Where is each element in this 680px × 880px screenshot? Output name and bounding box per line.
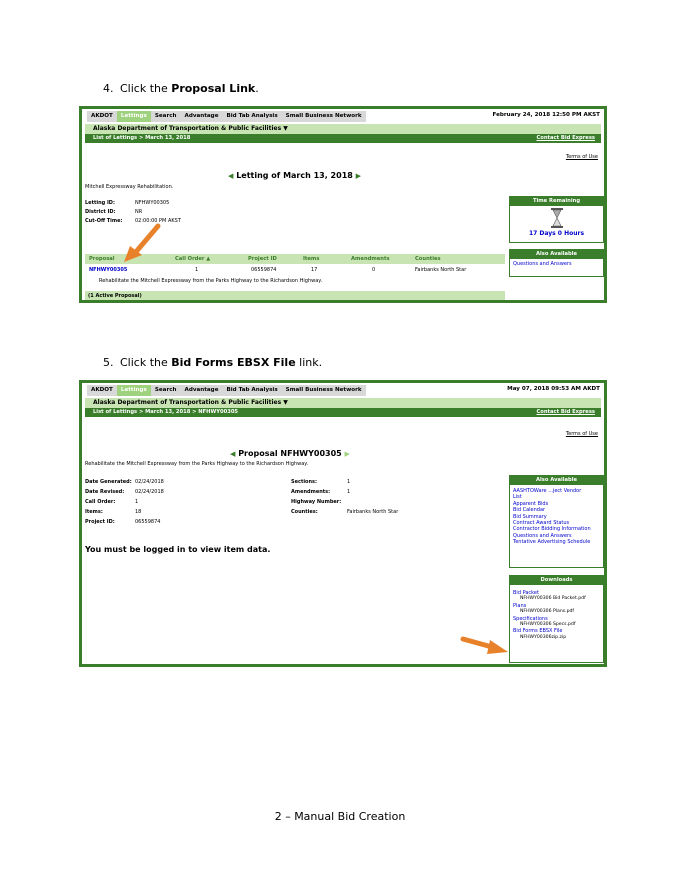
page-footer: 2 – Manual Bid Creation xyxy=(274,810,406,823)
tentative-advertising-schedule-link[interactable]: Tentative Advertising Schedule xyxy=(513,539,591,546)
login-required-notice: You must be logged in to view item data. xyxy=(85,545,271,554)
also-available-box: Also Available AASHTOWare ...ject Vendor List Apparent Bids Bid Calendar Bid Summary Contract Award Status Contractor Bidding Information Questions and Answers Tentative Advertising Schedule xyxy=(509,475,604,568)
tab-search[interactable]: Search xyxy=(154,113,177,119)
bid-forms-ebsx-filename: NFHWY00306zip.zip xyxy=(520,634,567,640)
bid-forms-ebsx-file-link[interactable]: Bid Forms EBSX File xyxy=(513,628,563,635)
bid-packet-link[interactable]: Bid Packet xyxy=(513,590,539,596)
tab-bid-tab-analysis[interactable]: Bid Tab Analysis xyxy=(226,113,278,119)
hourglass-icon xyxy=(550,208,564,228)
step-5-instruction: 5. Click the Bid Forms EBSX File link. xyxy=(103,356,323,369)
letting-description: Mitchell Expressway Rehabilitation. xyxy=(85,184,174,190)
page-title: ◀ Proposal NFHWY00305 ▶ xyxy=(230,449,350,458)
proposal-description: Rehabilitate the Mitchell Expressway from the Parks Highway to the Richardson Highway. xyxy=(85,461,309,467)
tab-lettings[interactable]: Lettings xyxy=(117,385,151,396)
callout-arrow-icon xyxy=(122,222,162,264)
proposal-screenshot xyxy=(79,380,607,667)
top-nav-bar xyxy=(82,109,604,124)
tab-advantage[interactable]: Advantage xyxy=(184,387,219,393)
tab-small-business-network[interactable]: Small Business Network xyxy=(285,113,362,119)
tab-akdot[interactable]: AKDOT xyxy=(91,387,113,393)
apparent-bids-link[interactable]: Apparent Bids xyxy=(513,500,549,507)
col-counties[interactable]: Counties xyxy=(415,256,441,262)
bid-summary-link[interactable]: Bid Summary xyxy=(513,513,547,520)
time-remaining-value: 17 Days 0 Hours xyxy=(528,230,585,237)
contact-bid-express-link[interactable]: Contact Bid Express xyxy=(536,135,595,141)
table-row: NFHWY00305 1 06559874 17 0 Fairbanks North Star xyxy=(89,267,467,273)
contact-bid-express-link[interactable]: Contact Bid Express xyxy=(536,409,595,415)
plans-filename: NFHWY00306 Plans.pdf xyxy=(520,609,575,615)
tab-small-business-network[interactable]: Small Business Network xyxy=(285,387,362,393)
time-remaining-box: Time Remaining 17 Days 0 Hours xyxy=(509,196,604,243)
breadcrumb xyxy=(85,134,601,143)
downloads-box: Downloads Bid Packet NFHWY00306 Bid Packet.pdf Plans NFHWY00306 Plans.pdf Specifications NFHWY00306 Specs.pdf Bid Forms EBSX File NFHWY00306zip.zip xyxy=(509,575,604,663)
aashtoware-vendor-list-link[interactable]: AASHTOWare ...ject Vendor xyxy=(513,488,582,494)
page-title: ◀ Letting of March 13, 2018 ▶ xyxy=(228,171,362,180)
proposal-link[interactable]: NFHWY00305 xyxy=(89,267,128,273)
next-arrow-icon[interactable]: ▶ xyxy=(344,450,350,458)
col-proposal[interactable]: Proposal xyxy=(89,256,115,262)
col-project-id[interactable]: Project ID xyxy=(248,256,277,262)
col-amendments[interactable]: Amendments xyxy=(351,256,390,262)
prev-arrow-icon[interactable]: ◀ xyxy=(230,450,236,458)
nav-tabs xyxy=(87,111,366,122)
proposal-meta-left: Date Generated: 02/24/2018 Date Revised: 02/24/2018 Call Order: 1 Items: 18 Project ID: 06559874 xyxy=(85,479,164,525)
questions-and-answers-link[interactable]: Questions and Answers xyxy=(513,261,572,267)
tab-lettings[interactable]: Lettings xyxy=(117,111,151,122)
proposal-description: Rehabilitate the Mitchell Expressway from the Parks Highway to the Richardson Highway. xyxy=(99,278,323,284)
col-items[interactable]: Items xyxy=(303,256,320,262)
step-4-instruction: 4. Click the Proposal Link. xyxy=(103,82,259,95)
proposal-meta-right: Sections: 1 Amendments: 1 Highway Number: Counties: Fairbanks North Star xyxy=(291,479,399,515)
questions-and-answers-link[interactable]: Questions and Answers xyxy=(513,532,572,539)
tab-bid-tab-analysis[interactable]: Bid Tab Analysis xyxy=(226,387,278,393)
aashtoware-vendor-list-link-cont[interactable]: List xyxy=(513,494,522,501)
agency-menu[interactable]: Alaska Department of Transportation & Public Facilities ▼ xyxy=(85,398,601,408)
col-call-order[interactable]: Call Order ▲ xyxy=(175,256,211,262)
letting-meta: Letting ID: NFHWY00305 District ID: NR Cut-Off Time: 02:00:00 PM AKST xyxy=(85,200,181,224)
plans-link[interactable]: Plans xyxy=(513,602,527,609)
bid-packet-filename: NFHWY00306 Bid Packet.pdf xyxy=(520,596,586,602)
terms-of-use-link[interactable]: Terms of Use xyxy=(565,154,598,160)
specifications-link[interactable]: Specifications xyxy=(513,615,548,622)
tab-search[interactable]: Search xyxy=(154,387,177,393)
nav-tabs xyxy=(87,385,366,396)
breadcrumb-text[interactable]: List of Lettings > March 13, 2018 > NFHWY00305 xyxy=(93,409,239,415)
top-nav-bar xyxy=(82,383,604,398)
terms-of-use-link[interactable]: Terms of Use xyxy=(565,431,598,437)
contractor-bidding-information-link[interactable]: Contractor Bidding Information xyxy=(513,526,591,533)
agency-menu[interactable]: Alaska Department of Transportation & Public Facilities ▼ xyxy=(85,124,601,134)
breadcrumb-text[interactable]: List of Lettings > March 13, 2018 xyxy=(93,135,191,141)
timestamp: February 24, 2018 12:50 PM AKST xyxy=(492,112,600,118)
bid-calendar-link[interactable]: Bid Calendar xyxy=(513,507,546,514)
callout-arrow-icon xyxy=(460,635,510,657)
next-arrow-icon[interactable]: ▶ xyxy=(355,172,362,180)
active-proposal-count: (1 Active Proposal) xyxy=(85,291,505,300)
tab-akdot[interactable]: AKDOT xyxy=(91,113,113,119)
timestamp: May 07, 2018 09:53 AM AKDT xyxy=(507,386,600,392)
lettings-screenshot xyxy=(79,106,607,303)
contract-award-status-link[interactable]: Contract Award Status xyxy=(513,520,570,527)
prev-arrow-icon[interactable]: ◀ xyxy=(228,172,234,180)
specifications-filename: NFHWY00306 Specs.pdf xyxy=(520,622,576,628)
breadcrumb xyxy=(85,408,601,417)
tab-advantage[interactable]: Advantage xyxy=(184,113,219,119)
also-available-box: Also Available Questions and Answers xyxy=(509,249,604,277)
